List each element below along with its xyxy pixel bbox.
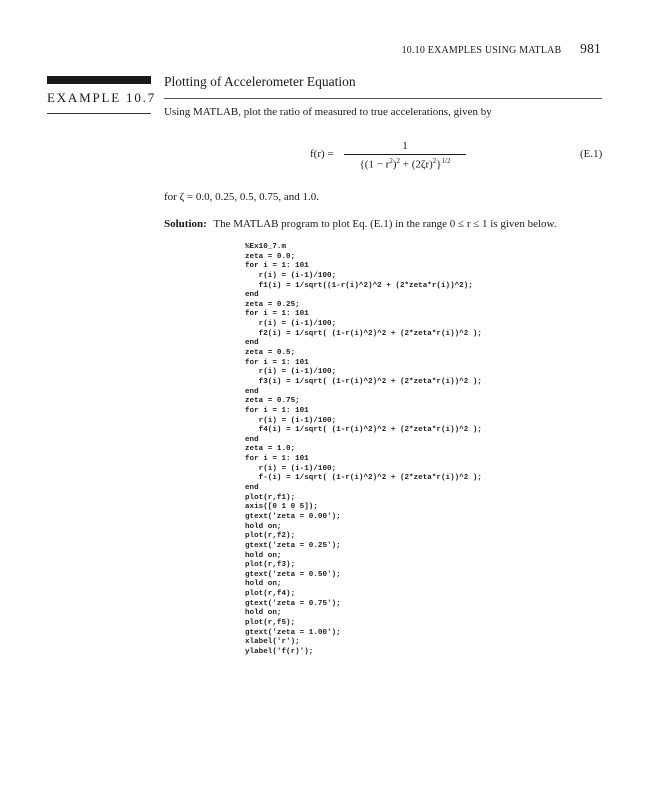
equation-tag: (E.1) [580,148,603,160]
code-line: plot(r,f3); [245,561,296,570]
intro-text: Using MATLAB, plot the ratio of measured to true accelerations, given by [164,106,492,118]
code-line: r(i) = (i-1)/100; [245,416,337,425]
code-line: r(i) = (i-1)/100; [245,464,337,473]
code-line: for i = 1: 101 [245,262,309,271]
example-rule [47,113,151,114]
code-line: gtext('zeta = 0.00'); [245,512,341,521]
code-line: plot(r,f5); [245,618,296,627]
code-line: zeta = 0.75; [245,397,300,406]
code-line: end [245,339,259,348]
code-line: ylabel('f(r)'); [245,647,314,656]
code-line: r(i) = (i-1)/100; [245,368,337,377]
code-line: end [245,435,259,444]
code-line: end [245,291,259,300]
code-line: r(i) = (i-1)/100; [245,320,337,329]
code-line: for i = 1: 101 [245,358,309,367]
code-line: f2(i) = 1/sqrt( (1-r(i)^2)^2 + (2*zeta*r(i))^2 ); [245,329,482,338]
equation-numerator: 1 [402,140,408,152]
code-line: end [245,484,259,493]
code-line: f1(i) = 1/sqrt((1-r(i)^2)^2 + (2*zeta*r(i))^2); [245,281,473,290]
code-line: end [245,387,259,396]
code-line: for i = 1: 101 [245,406,309,415]
code-line: %Ex10_7.m [245,243,287,251]
section-title: 10.10 EXAMPLES USING MATLAB [401,45,562,56]
code-line: gtext('zeta = 0.25'); [245,541,341,550]
code-line: plot(r,f2); [245,532,296,541]
code-line: f-(i) = 1/sqrt( (1-r(i)^2)^2 + (2*zeta*r(i))^2 ); [245,474,482,483]
code-line: hold on; [245,609,282,618]
solution-paragraph [164,218,557,230]
title-rule [164,98,602,99]
code-line: zeta = 1.0; [245,445,296,454]
example-bar [47,76,151,84]
code-line: plot(r,f4); [245,590,296,599]
solution-text: The MATLAB program to plot Eq. (E.1) in the range 0 ≤ r ≤ 1 is given below. [213,218,557,230]
code-line: f3(i) = 1/sqrt( (1-r(i)^2)^2 + (2*zeta*r(i))^2 ); [245,377,482,386]
code-line: zeta = 0.25; [245,300,300,309]
equation-lhs: f(r) = [310,148,334,160]
code-line: zeta = 0.5; [245,349,296,358]
equation-e1 [300,140,470,172]
code-line: hold on; [245,580,282,589]
code-line: zeta = 0.0; [245,252,296,261]
code-line: xlabel('r'); [245,638,300,647]
code-line: r(i) = (i-1)/100; [245,271,337,280]
code-line: gtext('zeta = 1.00'); [245,628,341,637]
equation-denominator: $\{(1 - r^2)^2 + (2\zeta r)^2\}^{1/2}$ [359,157,451,171]
matlab-code-block [245,243,482,658]
equation-fraction [344,140,466,171]
code-line: for i = 1: 101 [245,310,309,319]
code-line: axis([0 1 0 5]); [245,503,318,512]
example-label: EXAMPLE 10.7 [47,90,156,105]
code-line: hold on; [245,522,282,531]
code-line: f4(i) = 1/sqrt( (1-r(i)^2)^2 + (2*zeta*r(i))^2 ); [245,426,482,435]
fraction-bar [344,154,466,155]
solution-label: Solution: [164,218,207,230]
example-title: Plotting of Accelerometer Equation [164,74,356,89]
code-line: for i = 1: 101 [245,455,309,464]
code-line: gtext('zeta = 0.50'); [245,570,341,579]
code-line: gtext('zeta = 0.75'); [245,599,341,608]
page-number: 981 [580,41,601,56]
code-line: hold on; [245,551,282,560]
running-head [402,41,601,57]
code-line: plot(r,f1); [245,493,296,502]
zeta-values-text: for ζ = 0.0, 0.25, 0.5, 0.75, and 1.0. [164,191,319,203]
